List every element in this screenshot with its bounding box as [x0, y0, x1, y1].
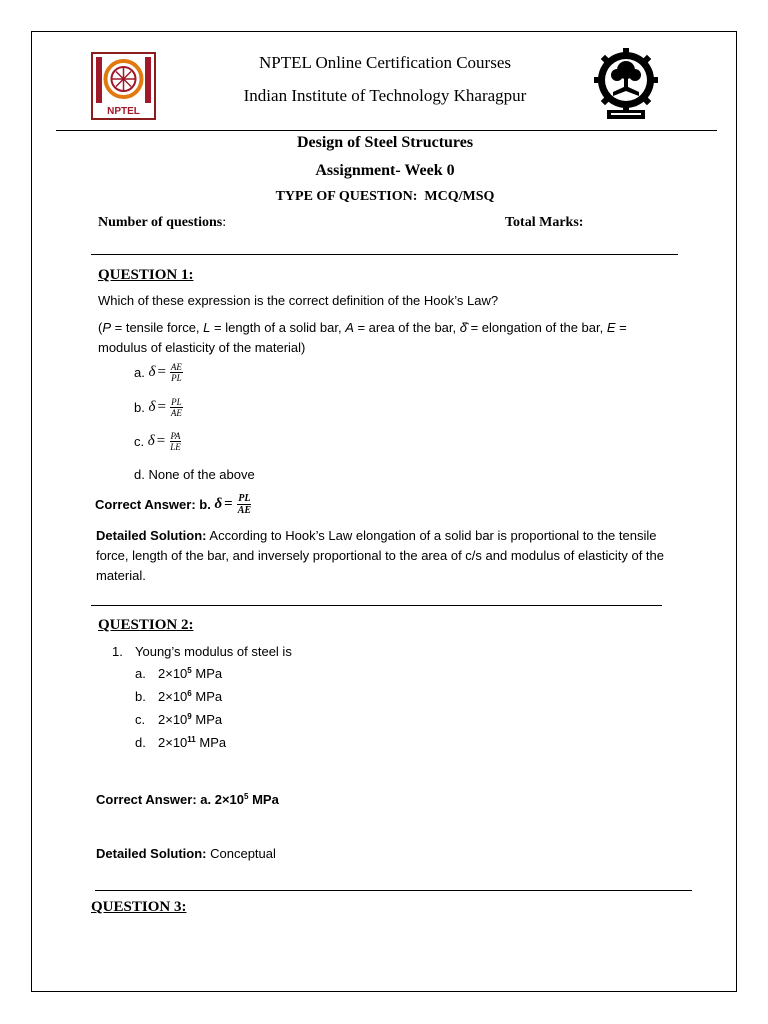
option-b-letter: b. [134, 400, 149, 415]
option-d-base: 2×10 [158, 735, 188, 750]
question-2-option-b-letter: b. [135, 689, 146, 704]
var-A: A [345, 320, 354, 335]
option-c-delta: δ [147, 433, 155, 449]
option-a-equals: = [157, 364, 166, 380]
var-L: L [203, 320, 211, 335]
option-b-base: 2×10 [158, 689, 188, 704]
question-2-option-a-letter: a. [135, 666, 146, 681]
correct-answer-label: Correct Answer: b. [95, 497, 215, 512]
option-a-fraction [170, 362, 183, 383]
option-b-equals: = [157, 399, 166, 415]
header-institute: Indian Institute of Technology Kharagpur [243, 86, 527, 105]
question-1-vars-t3: = area of the bar, [353, 320, 460, 335]
option-a-numerator: AE [170, 362, 182, 372]
q2-answer-exp: 5 [244, 792, 249, 801]
question-1-variables [98, 318, 668, 358]
question-type: TYPE OF QUESTION: MCQ/MSQ [275, 189, 495, 204]
option-a-delta: δ [148, 364, 156, 380]
q2-solution-label: Detailed Solution: [96, 846, 207, 861]
option-a-exp: 5 [187, 666, 192, 675]
var-E: E [606, 320, 616, 335]
question-1-option-d: d. None of the above [134, 467, 255, 482]
question-1-option-c [134, 431, 182, 452]
option-b-numerator: PL [171, 397, 182, 407]
question-1-vars-t4: = elongation of the bar, [466, 320, 607, 335]
question-1-correct-answer [95, 493, 252, 516]
total-marks: Total Marks: [505, 215, 584, 230]
number-of-questions-label: Number of questions [98, 215, 223, 230]
option-d-unit: MPa [195, 735, 227, 750]
question-2-option-c-text [158, 710, 222, 730]
solution-text: According to Hook’s Law elongation of a solid bar is proportional to the tensile force, length of the bar, and inversely proportional to the area of c/s and modulus of elasticity of the material. [96, 528, 665, 583]
question-1-vars-t2: = length of a solid bar, [210, 320, 346, 335]
question-2-heading: QUESTION 2: [98, 617, 194, 633]
question-1-vars-open: ( [98, 320, 103, 335]
section-divider-3 [95, 890, 692, 891]
q2-solution-text: Conceptual [206, 846, 276, 861]
option-a-denominator: PL [171, 373, 182, 383]
option-a-unit: MPa [191, 666, 223, 681]
question-2-correct-answer [96, 790, 279, 810]
page-title: Design of Steel Structures [296, 134, 474, 151]
option-c-base: 2×10 [158, 712, 188, 727]
option-c-equals: = [156, 433, 166, 449]
question-1-heading: QUESTION 1: [98, 267, 194, 283]
question-2-option-c-letter: c. [135, 712, 146, 727]
assignment-title: Assignment- Week 0 [315, 162, 455, 179]
option-c-denominator: LE [170, 442, 181, 452]
question-2-option-d-text [158, 733, 226, 753]
question-1-option-a [134, 362, 183, 383]
var-P: P [102, 320, 112, 335]
option-b-fraction [170, 397, 183, 418]
section-divider-1 [91, 254, 678, 255]
nptel-logo [90, 51, 157, 121]
number-of-questions-colon: : [222, 215, 227, 230]
option-c-numerator: PA [170, 431, 181, 441]
option-b-unit: MPa [191, 689, 223, 704]
question-2-option-b-text [158, 687, 222, 707]
question-2-option-a-text [158, 664, 222, 684]
header-divider [56, 130, 717, 131]
iit-kharagpur-logo [593, 46, 659, 122]
q2-answer-unit: MPa [248, 792, 279, 807]
option-c-exp: 9 [187, 712, 192, 721]
question-1-vars-t5: = modulus of elasticity of the material) [98, 320, 627, 355]
question-2-text: Young’s modulus of steel is [135, 644, 292, 659]
option-b-exp: 6 [187, 689, 192, 698]
solution-label: Detailed Solution: [96, 528, 207, 543]
question-2-option-d-letter: d. [135, 735, 146, 750]
iit-kharagpur-emblem-icon [593, 46, 659, 122]
number-of-questions [98, 215, 226, 231]
option-a-letter: a. [134, 365, 149, 380]
question-1-text: Which of these expression is the correct definition of the Hook’s Law? [98, 293, 499, 308]
header-course-series: NPTEL Online Certification Courses [259, 53, 511, 72]
option-b-delta: δ [148, 399, 156, 415]
option-d-exp: 11 [187, 735, 196, 744]
option-c-fraction [169, 431, 182, 452]
answer-equals: = [224, 496, 233, 512]
option-b-denominator: AE [170, 408, 182, 418]
answer-delta: δ [214, 496, 223, 512]
nptel-logo-text: NPTEL [107, 106, 140, 117]
question-3-heading: QUESTION 3: [91, 899, 187, 915]
q2-answer-label: Correct Answer: a. 2×10 [96, 792, 245, 807]
var-delta: δ̂ [459, 320, 467, 335]
option-c-letter: c. [134, 434, 148, 449]
option-a-base: 2×10 [158, 666, 188, 681]
question-1-option-b [134, 397, 183, 418]
question-1-vars-t1: = tensile force, [111, 320, 204, 335]
question-2-detailed-solution [96, 844, 276, 864]
question-2-number: 1. [112, 644, 123, 659]
answer-denominator: AE [237, 505, 252, 516]
option-c-unit: MPa [191, 712, 223, 727]
answer-fraction [237, 493, 252, 516]
answer-numerator: PL [238, 493, 251, 504]
section-divider-2 [91, 605, 662, 606]
question-1-detailed-solution [96, 526, 686, 586]
